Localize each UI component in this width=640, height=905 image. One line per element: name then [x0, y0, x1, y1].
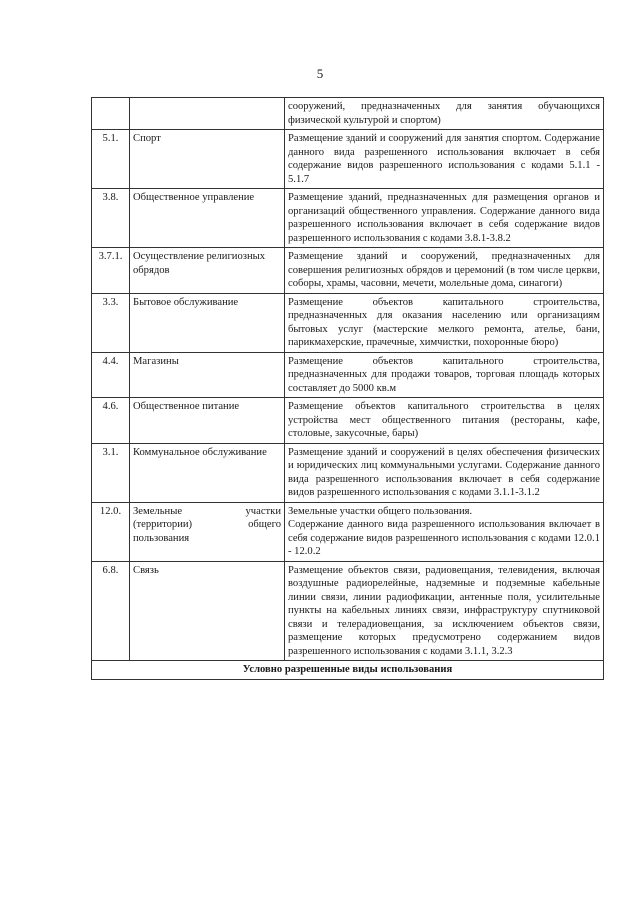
section-heading: Условно разрешенные виды использования: [92, 661, 604, 680]
row-name: Магазины: [130, 352, 285, 398]
description-paragraph: Размещение объектов капитального строительства, предназначенных для оказания населению или организациям бытовых услуг (мастерские мелкого ремонта, ателье, бани, парикмахерские, прачечные, химчистки, похоронные бюро): [288, 296, 600, 348]
table-row: [92, 293, 604, 352]
row-code: 12.0.: [92, 502, 130, 561]
table-row: [92, 189, 604, 248]
row-name: Связь: [130, 561, 285, 661]
land-use-table: [91, 97, 604, 680]
section-heading-row: [92, 661, 604, 680]
row-code: 3.8.: [92, 189, 130, 248]
description-paragraph: Размещение зданий и сооружений, предназначенных для совершения религиозных обрядов и церемоний (в том числе церкви, соборы, храмы, часовни, мечети, молельные дома, синагоги): [288, 251, 600, 289]
row-name: Спорт: [130, 130, 285, 189]
description-paragraph: Размещение объектов связи, радиовещания, телевидения, включая воздушные радиорелейные, надземные и подземные кабельные линии связи, линии радиофикации, антенные поля, усилительные пункты на кабельных линиях связи, инфраструктуру спутниковой связи и телерадиовещания, за исключением объектов связи, размещение которых предусмотрено содержанием видов разрешенного использования с кодами 3.1.1, 3.2.3: [288, 564, 600, 657]
row-code: 3.7.1.: [92, 248, 130, 294]
description-paragraph: Размещение зданий, предназначенных для размещения органов и организаций общественного управления. Содержание данного вида разрешенного использования включает в себя содержание видов разрешенного использования с кодами 3.8.1-3.8.2: [288, 192, 600, 244]
table-row: [92, 352, 604, 398]
row-description: [285, 189, 604, 248]
row-name: Общественное питание: [130, 398, 285, 444]
row-description: [285, 293, 604, 352]
row-description: [285, 98, 604, 130]
table-row: [92, 443, 604, 502]
row-name: Коммунальное обслуживание: [130, 443, 285, 502]
table-row: [92, 130, 604, 189]
row-code: 4.4.: [92, 352, 130, 398]
row-name: [130, 98, 285, 130]
description-paragraph: Земельные участки общего пользования.: [288, 505, 473, 517]
description-paragraph: сооружений, предназначенных для занятия обучающихся физической культурой и спортом): [288, 101, 600, 126]
description-paragraph: Размещение объектов капитального строительства в целях устройства мест общественного питания (рестораны, кафе, столовые, закусочные, бары): [288, 401, 600, 439]
table-row: [92, 248, 604, 294]
row-code: 3.3.: [92, 293, 130, 352]
row-code: 3.1.: [92, 443, 130, 502]
row-description: [285, 248, 604, 294]
land-use-table-body: [92, 98, 604, 680]
table-row: [92, 398, 604, 444]
row-name: Земельные участки (территории) общего пользования: [130, 502, 285, 561]
table-row: [92, 502, 604, 561]
row-description: [285, 352, 604, 398]
row-description: [285, 398, 604, 444]
row-code: 5.1.: [92, 130, 130, 189]
row-name: Осуществление религиозных обрядов: [130, 248, 285, 294]
description-paragraph: Размещение объектов капитального строительства, предназначенных для продажи товаров, торговая площадь которых составляет до 5000 кв.м: [288, 355, 600, 394]
page-number: 5: [316, 66, 324, 81]
table-row: [92, 98, 604, 130]
description-paragraph: Размещение зданий и сооружений в целях обеспечения физических и юридических лиц коммунальными услугами. Содержание данного вида разрешенного использования включает в себя содержание видов разрешенного использования с кодами 3.1.1-3.1.2: [288, 446, 600, 498]
row-name: Общественное управление: [130, 189, 285, 248]
row-description: [285, 130, 604, 189]
table-row: [92, 561, 604, 661]
row-code: 6.8.: [92, 561, 130, 661]
row-code: [92, 98, 130, 130]
row-description: [285, 443, 604, 502]
row-description: [285, 502, 604, 561]
description-paragraph: Размещение зданий и сооружений для занятия спортом. Содержание данного вида разрешенного использования включает в себя содержание видов разрешенного использования с кодами 5.1.1 - 5.1.7: [288, 133, 600, 185]
description-paragraph: Содержание данного вида разрешенного использования включает в себя содержание видов разрешенного использования с кодами 12.0.1 - 12.0.2: [288, 519, 600, 557]
row-description: [285, 561, 604, 661]
row-code: 4.6.: [92, 398, 130, 444]
row-name: Бытовое обслуживание: [130, 293, 285, 352]
